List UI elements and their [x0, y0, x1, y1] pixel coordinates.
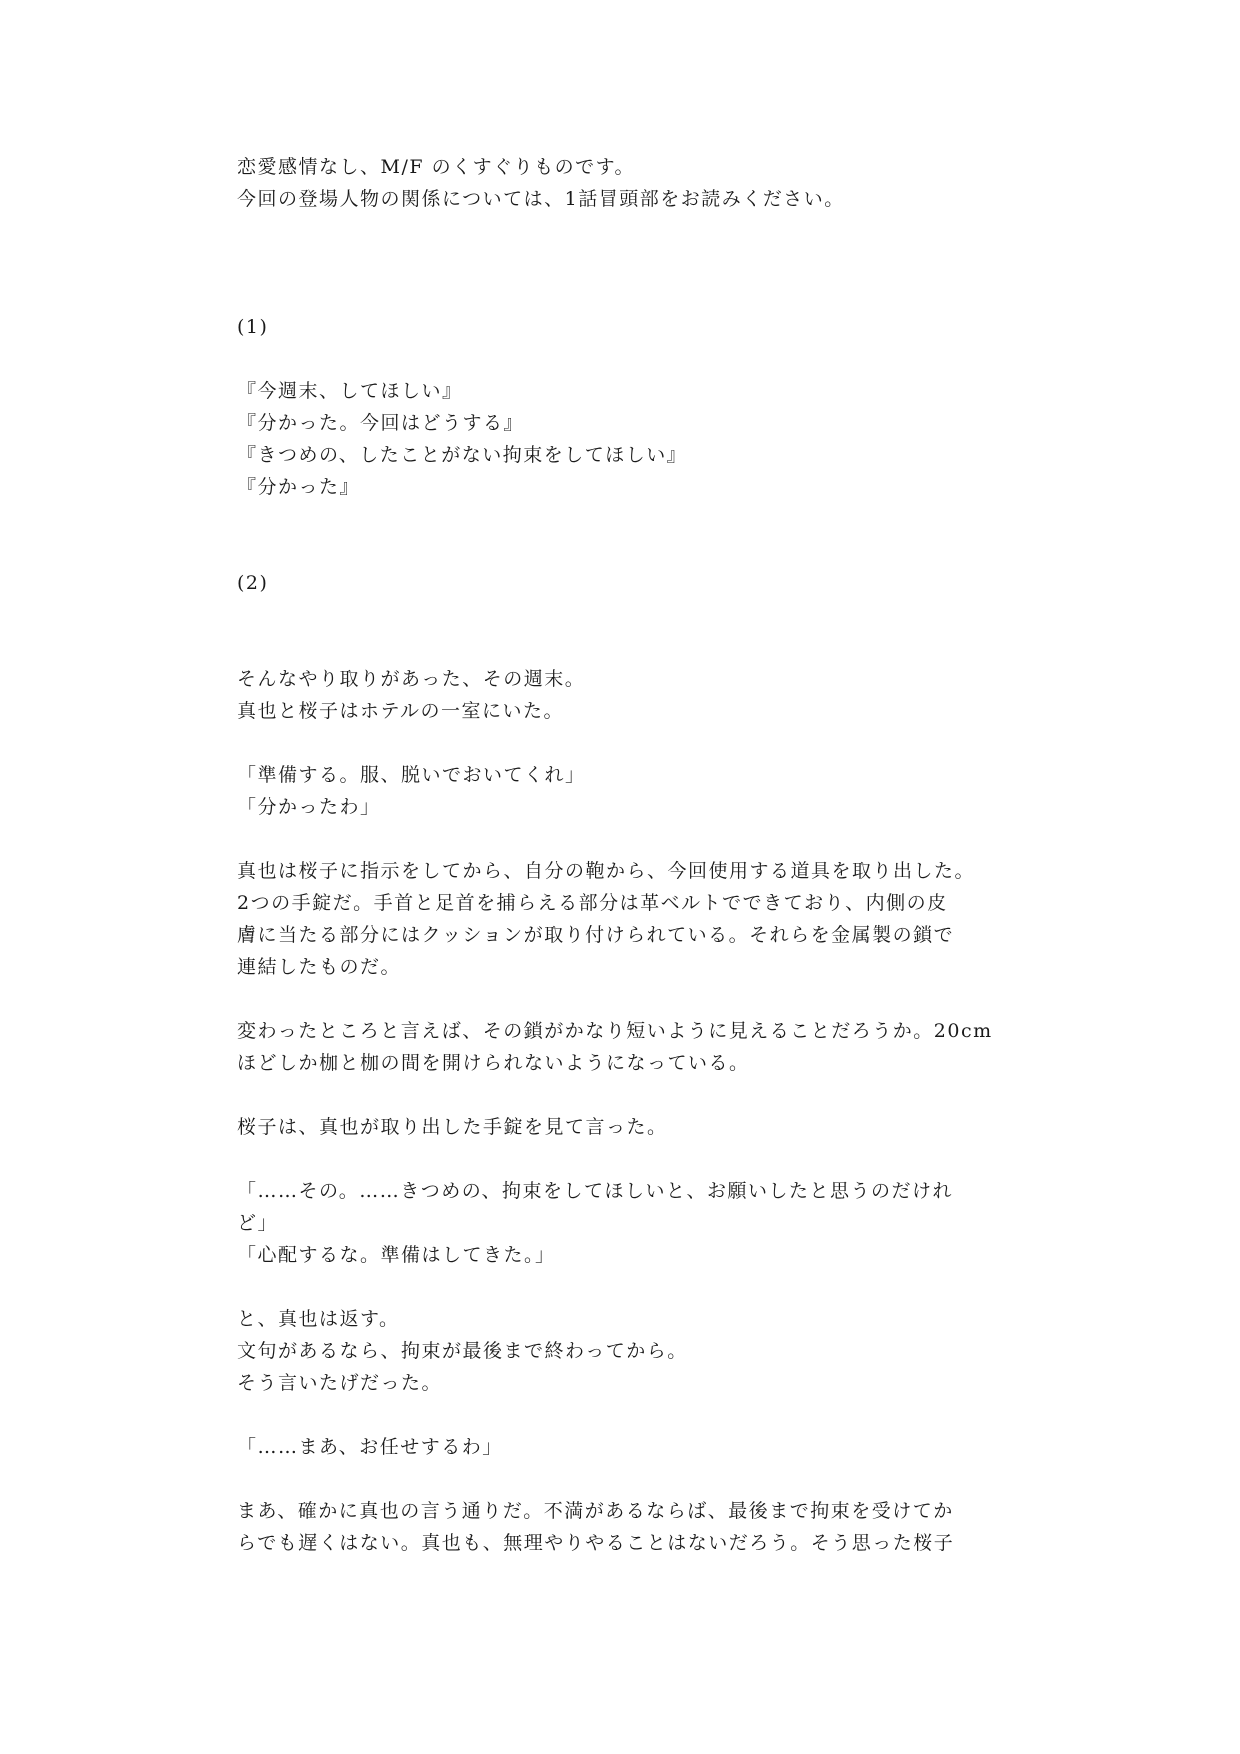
blank-line: [237, 631, 1027, 663]
blank-line: [237, 1399, 1027, 1431]
blank-line: [237, 983, 1027, 1015]
text-line: 「準備する。服、脱いでおいてくれ」: [237, 764, 586, 786]
text-line: (2): [237, 572, 269, 594]
blank-line: [237, 1143, 1027, 1175]
text-line: 膚に当たる部分にはクッションが取り付けられている。それらを金属製の鎖で: [237, 924, 955, 946]
text-line: 『きつめの、したことがない拘束をしてほしい』: [237, 444, 688, 466]
text-line: 『今週末、してほしい』: [237, 380, 463, 402]
document-body: [237, 151, 1027, 1559]
blank-line: [237, 727, 1027, 759]
text-line: そう言いたげだった。: [237, 1372, 443, 1394]
blank-line: [237, 215, 1027, 247]
text-line: まあ、確かに真也の言う通りだ。不満があるならば、最後まで拘束を受けてか: [237, 1500, 954, 1522]
text-line: 『分かった』: [237, 476, 361, 498]
text-line: 『分かった。今回はどうする』: [237, 412, 525, 434]
blank-line: [237, 599, 1027, 631]
text-line: 真也は桜子に指示をしてから、自分の鞄から、今回使用する道具を取り出した。: [237, 860, 976, 882]
text-line: 変わったところと言えば、その鎖がかなり短いように見えることだろうか。20cm: [237, 1020, 993, 1042]
text-line: そんなやり取りがあった、その週末。: [237, 668, 586, 690]
text-line: 「心配するな。準備はしてきた。」: [237, 1244, 556, 1266]
text-line: 2つの手錠だ。手首と足首を捕らえる部分は革ベルトでできており、内側の皮: [237, 892, 948, 914]
blank-line: [237, 503, 1027, 535]
text-line: 「分かったわ」: [237, 796, 381, 818]
blank-line: [237, 1079, 1027, 1111]
text-line: 連結したものだ。: [237, 956, 402, 978]
text-line: 真也と桜子はホテルの一室にいた。: [237, 700, 565, 722]
text-line: 桜子は、真也が取り出した手錠を見て言った。: [237, 1116, 668, 1138]
text-line: 「……その。……きつめの、拘束をしてほしいと、お願いしたと思うのだけれ: [237, 1180, 953, 1202]
blank-line: [237, 1271, 1027, 1303]
text-line: ど」: [237, 1212, 279, 1234]
blank-line: [237, 343, 1027, 375]
blank-line: [237, 1463, 1027, 1495]
text-line: ほどしか枷と枷の間を開けられないようになっている。: [237, 1052, 750, 1074]
text-line: 今回の登場人物の関係については、1話冒頭部をお読みください。: [237, 188, 845, 210]
blank-line: [237, 279, 1027, 311]
blank-line: [237, 823, 1027, 855]
text-line: 恋愛感情なし、M/F のくすぐりものです。: [237, 156, 636, 178]
text-line: と、真也は返す。: [237, 1308, 400, 1330]
blank-line: [237, 535, 1027, 567]
text-line: (1): [237, 316, 269, 338]
text-line: 「……まあ、お任せするわ」: [237, 1436, 503, 1458]
text-line: らでも遅くはない。真也も、無理やりやることはないだろう。そう思った桜子: [237, 1532, 955, 1554]
text-line: 文句があるなら、拘束が最後まで終わってから。: [237, 1340, 688, 1362]
blank-line: [237, 247, 1027, 279]
